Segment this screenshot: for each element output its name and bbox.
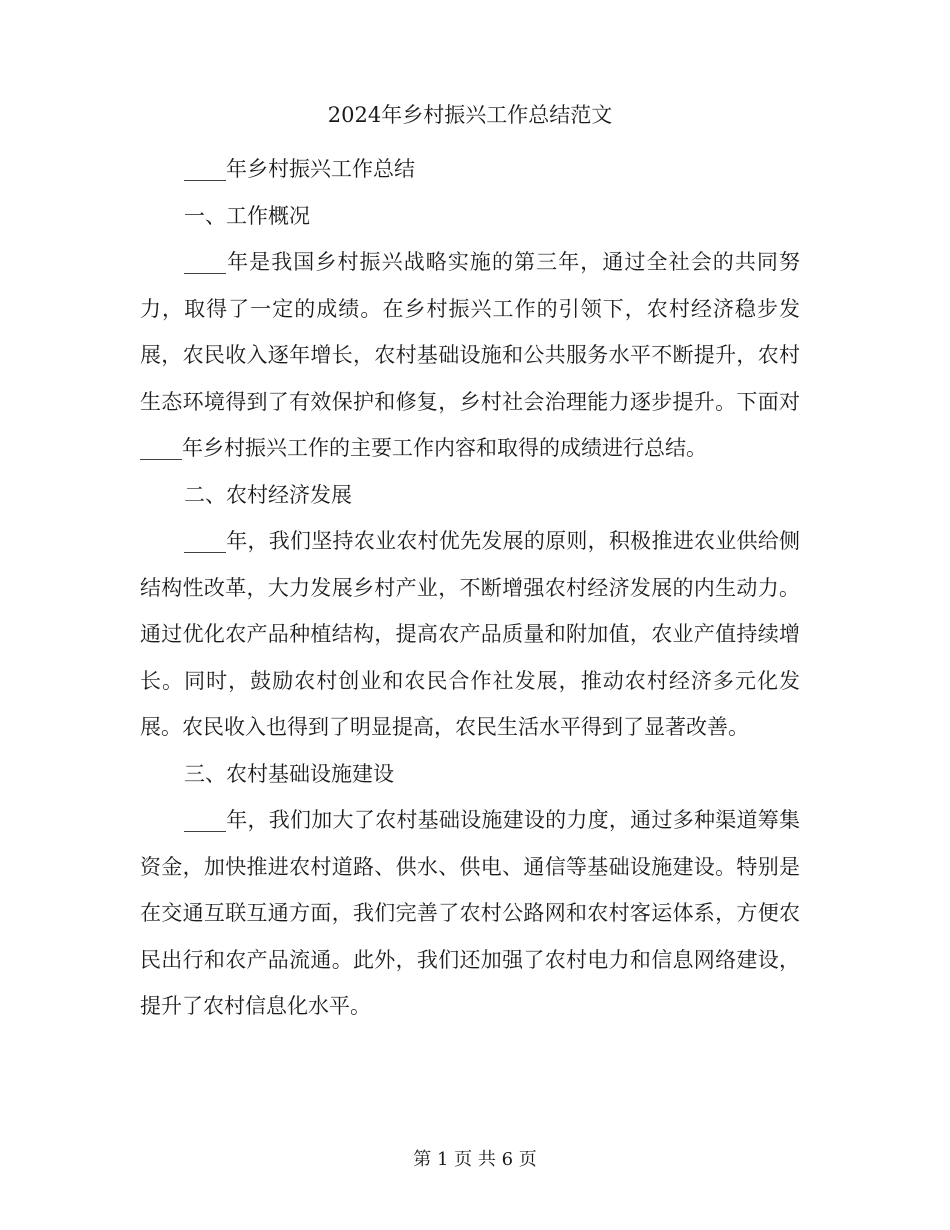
section-heading-infrastructure: 三、农村基础设施建设 — [184, 761, 394, 786]
page-number-footer: 第 1 页 共 6 页 — [413, 1149, 537, 1170]
section-heading-overview: 一、工作概况 — [184, 203, 310, 228]
document-subtitle: ____年乡村振兴工作总结 — [184, 157, 415, 181]
section-body-overview: ____年是我国乡村振兴战略实施的第三年，通过全社会的共同努力，取得了一定的成绩。在乡村振兴工作的引领下，农村经济稳步发展，农民收入逐年增长，农村基础设施和公共服务水平不断提升，农村生态环境得到了有效保护和修复，乡村社会治理能力逐步提升。下面对____年乡村振兴工作的主要工作内容和取得的成绩进行总结。 — [140, 250, 800, 460]
document-content — [140, 100, 800, 1030]
section-heading-economy: 二、农村经济发展 — [184, 482, 352, 507]
document-title: 2024年乡村振兴工作总结范文 — [327, 103, 613, 127]
section-body-economy: ____年，我们坚持农业农村优先发展的原则，积极推进农业供给侧结构性改革，大力发展乡村产业，不断增强农村经济发展的内生动力。通过优化农产品种植结构，提高农产品质量和附加值，农业产值持续增长。同时，鼓励农村创业和农民合作社发展，推动农村经济多元化发展。农民收入也得到了明显提高，农民生活水平得到了显著改善。 — [140, 529, 800, 739]
section-body-infrastructure: ____年，我们加大了农村基础设施建设的力度，通过多种渠道筹集资金，加快推进农村道路、供水、供电、通信等基础设施建设。特别是在交通互联互通方面，我们完善了农村公路网和农村客运体系，方便农民出行和农产品流通。此外，我们还加强了农村电力和信息网络建设，提升了农村信息化水平。 — [140, 808, 800, 1018]
